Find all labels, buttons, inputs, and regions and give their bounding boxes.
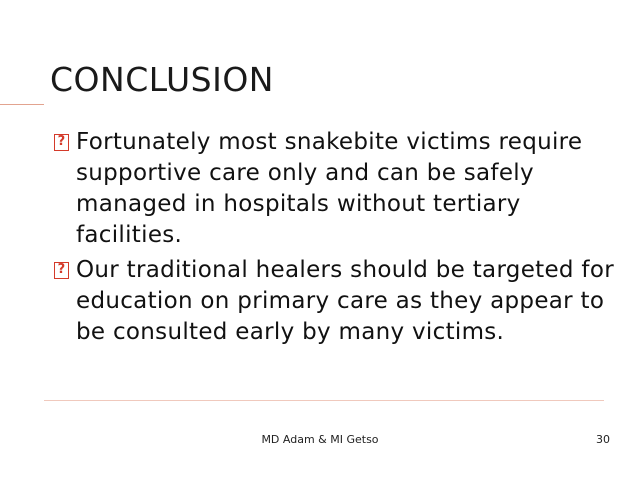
bullet-text: Fortunately most snakebite victims require supportive care only and can be safely managed in hospitals without tertiary facilities. <box>76 129 583 248</box>
bullet-list <box>54 127 614 352</box>
question-mark-icon: ? <box>54 134 69 151</box>
footer-divider <box>44 400 604 401</box>
page-number: 30 <box>596 433 610 446</box>
footer-authors: MD Adam & MI Getso <box>261 433 379 446</box>
bullet-item <box>54 127 614 251</box>
title-divider <box>0 104 44 105</box>
slide-title: CONCLUSION <box>50 60 274 99</box>
question-mark-icon: ? <box>54 262 69 279</box>
bullet-text: Our traditional healers should be targeted for education on primary care as they appear to be consulted early by many victims. <box>76 257 614 345</box>
bullet-item <box>54 255 614 348</box>
